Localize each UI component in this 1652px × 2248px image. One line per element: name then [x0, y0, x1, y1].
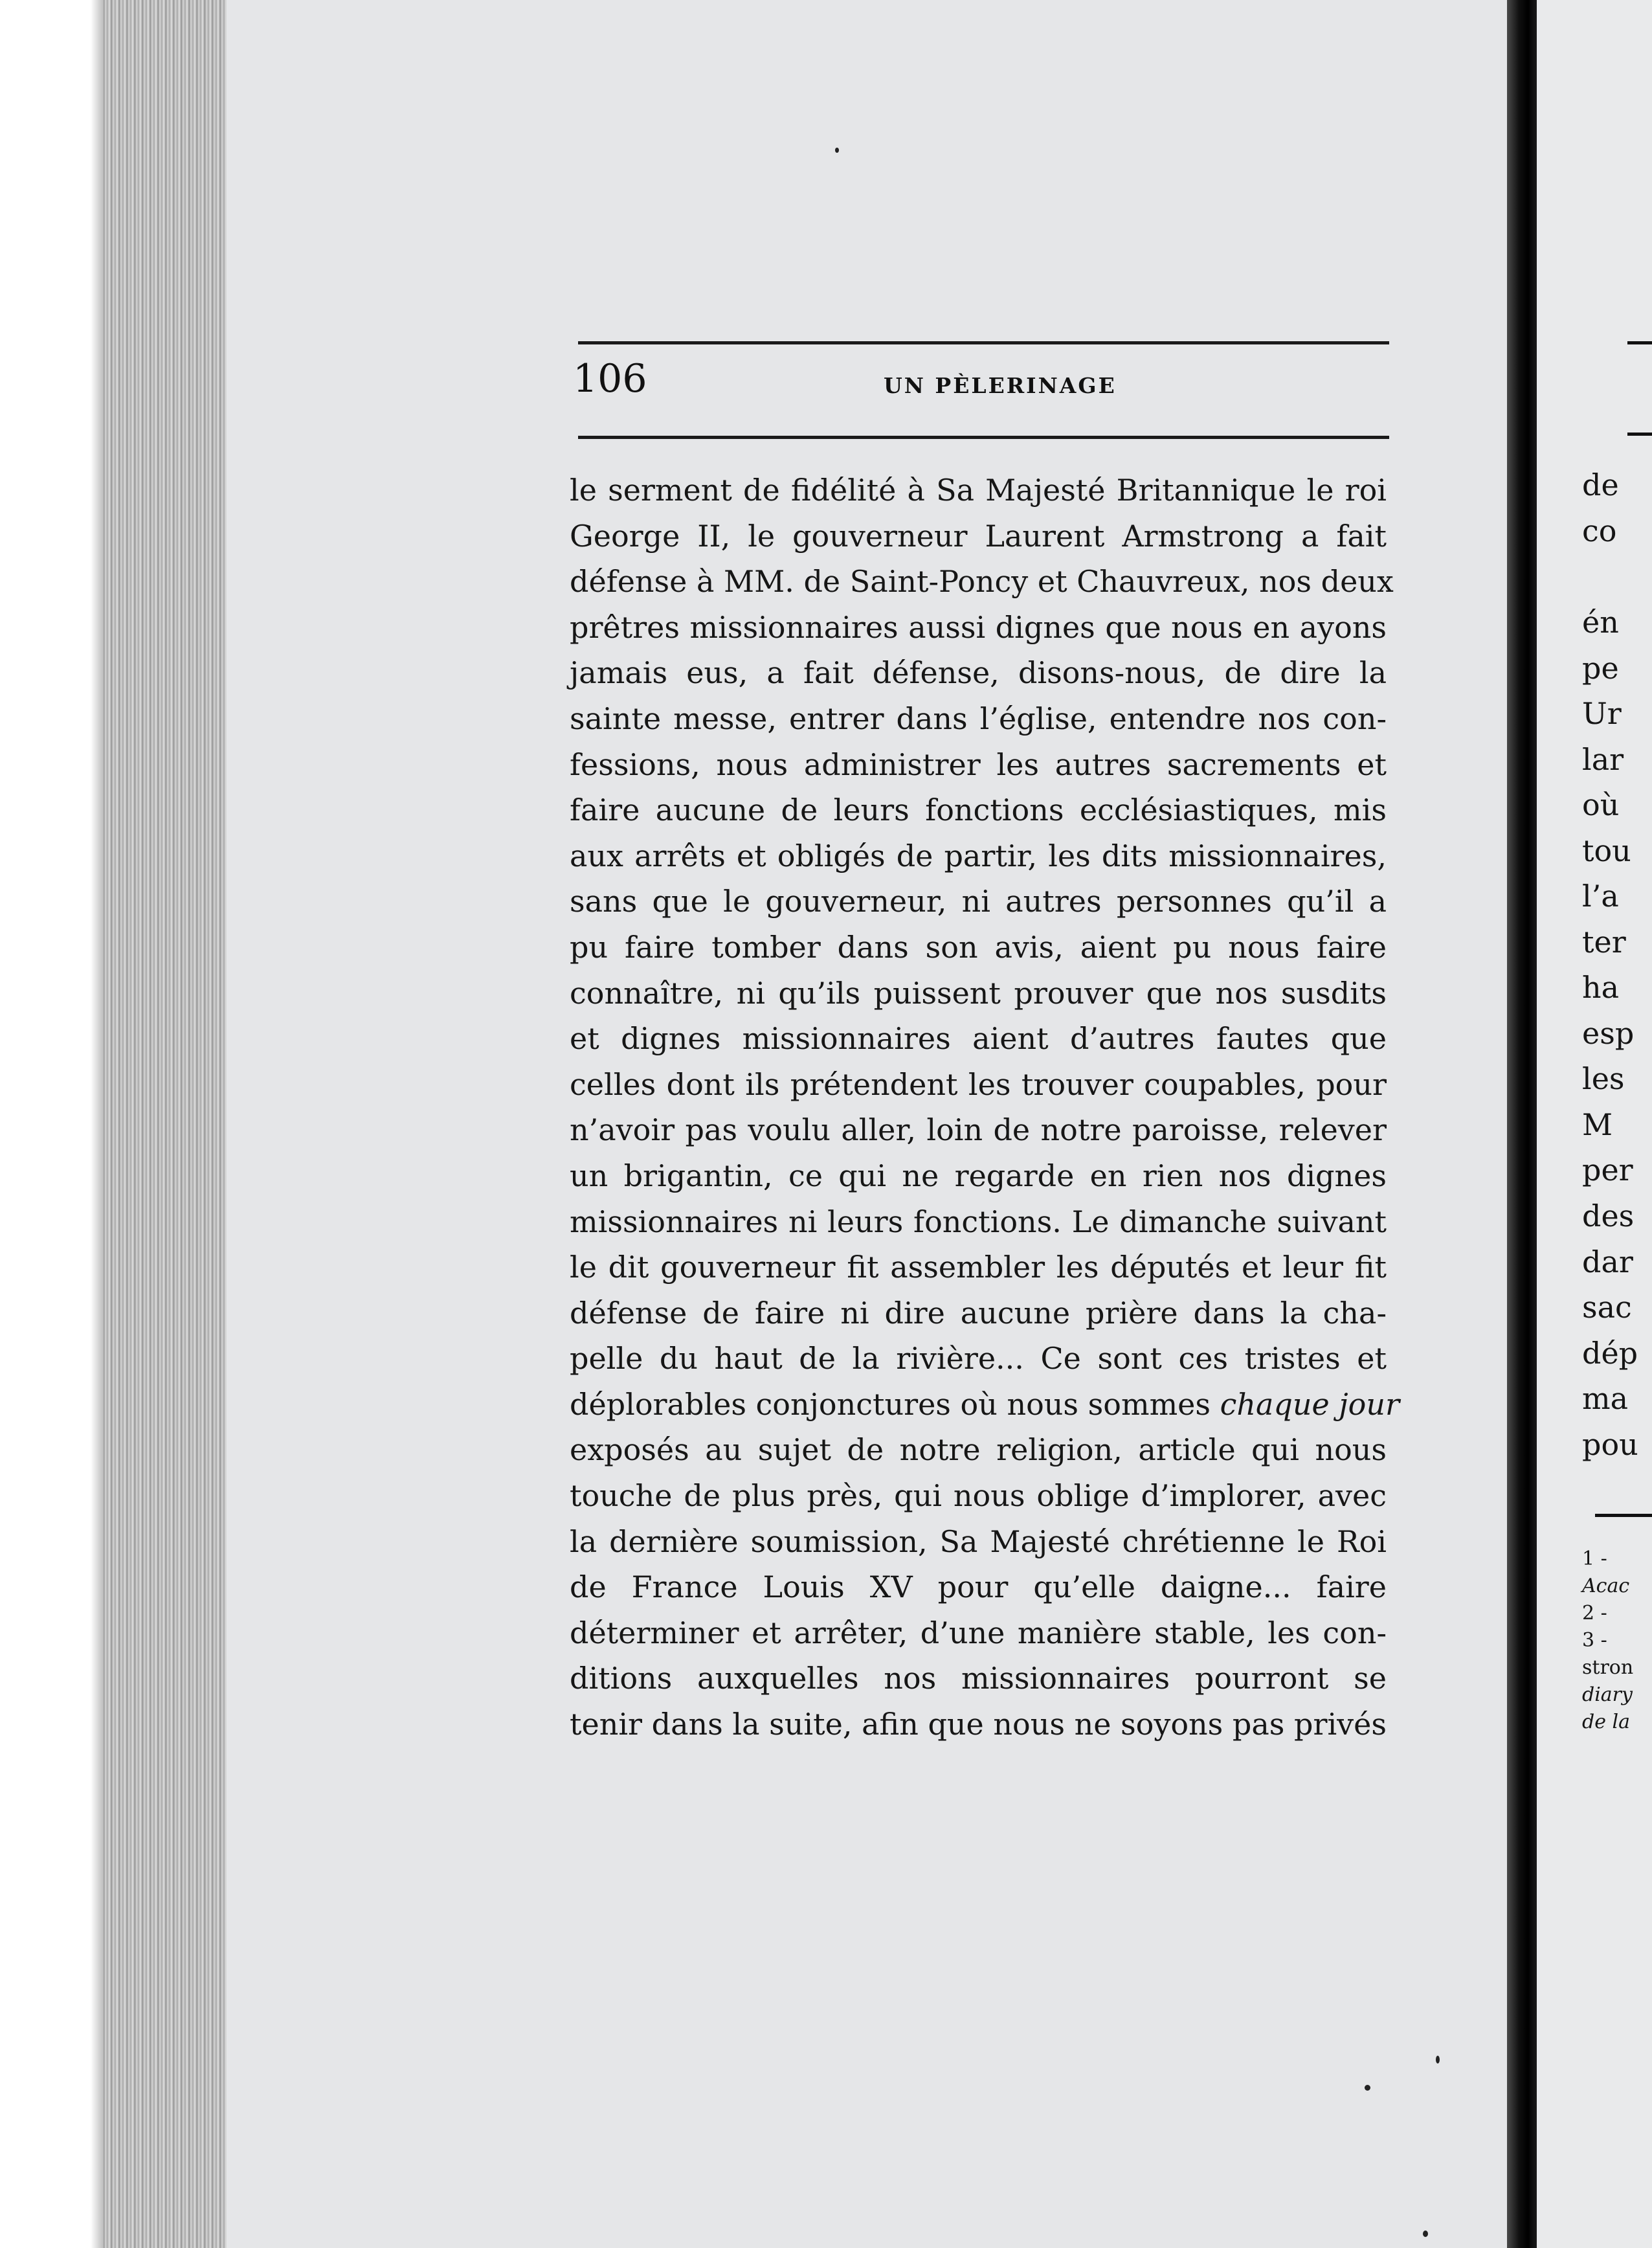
next-page-fragment: l’a — [1582, 879, 1619, 914]
text-line: le serment de fidélité à Sa Majesté Britannique le roi — [570, 473, 1387, 508]
next-page-fragment: des — [1582, 1198, 1635, 1233]
text-line: exposés au sujet de notre religion, article qui nous — [570, 1432, 1387, 1468]
scan-speck — [835, 148, 839, 153]
next-page-fragment: de — [1582, 467, 1619, 502]
next-page-footnote-fragment: de la — [1582, 1711, 1630, 1733]
text-line: ditions auxquelles nos missionnaires pourront se — [570, 1661, 1387, 1696]
next-page-fragment: dar — [1582, 1244, 1633, 1279]
header-rule-bottom — [578, 436, 1389, 439]
body-text — [570, 467, 1400, 1748]
next-page-fragment: per — [1582, 1152, 1633, 1187]
next-page-cropped — [1537, 0, 1652, 2248]
text-line-start: déplorables conjonctures où nous sommes — [570, 1386, 1211, 1422]
next-page-rule-bottom — [1627, 433, 1652, 436]
text-line: celles dont ils prétendent les trouver coupables, pour — [570, 1066, 1387, 1102]
text-line: George II, le gouverneur Laurent Armstrong a fait — [570, 518, 1387, 554]
running-title: UN PÈLERINAGE — [884, 373, 1117, 398]
text-line: connaître, ni qu’ils puissent prouver que nos susdits — [570, 975, 1387, 1011]
text-line: sans que le gouverneur, ni autres personnes qu’il a — [570, 884, 1387, 919]
next-page-rule-top — [1627, 341, 1652, 344]
text-line: un brigantin, ce qui ne regarde en rien nos dignes — [570, 1158, 1387, 1193]
text-line: sainte messe, entrer dans l’église, entendre nos con- — [570, 701, 1387, 736]
text-line: et dignes missionnaires aient d’autres fautes que — [570, 1021, 1387, 1057]
next-page-fragment: én — [1582, 605, 1619, 640]
next-page-fragment: Ur — [1582, 696, 1622, 731]
text-line: défense de faire ni dire aucune prière dans la cha- — [570, 1295, 1387, 1331]
next-page-fragment: tou — [1582, 833, 1631, 868]
text-line: prêtres missionnaires aussi dignes que nous en ayons — [570, 609, 1387, 645]
next-page-footnote-fragment: 3 - — [1582, 1629, 1607, 1652]
page-number: 106 — [573, 356, 647, 401]
next-page-fragment: dép — [1582, 1336, 1638, 1371]
text-line: de France Louis XV pour qu’elle daigne... faire — [570, 1569, 1387, 1605]
scan-speck — [1423, 2231, 1428, 2237]
book-fore-edge — [104, 0, 227, 2248]
text-line: pu faire tomber dans son avis, aient pu nous faire — [570, 929, 1387, 965]
next-page-footnote-fragment: 1 - — [1582, 1547, 1607, 1570]
text-line: le dit gouverneur fit assembler les députés et leur fit — [570, 1250, 1387, 1285]
next-page-fragment: ha — [1582, 970, 1620, 1005]
next-page-footnote-fragment: Acac — [1582, 1575, 1630, 1597]
next-page-fragment: esp — [1582, 1016, 1635, 1051]
text-line: n’avoir pas voulu aller, loin de notre paroisse, relever — [570, 1112, 1387, 1148]
scan-speck — [1365, 2085, 1370, 2091]
text-line: fessions, nous administrer les autres sacrements et — [570, 747, 1387, 782]
scan-speck — [1436, 2056, 1440, 2063]
next-page-fragment: les — [1582, 1061, 1625, 1096]
next-page-fragment: ma — [1582, 1381, 1629, 1416]
next-page-fragment: pou — [1582, 1427, 1638, 1462]
text-line: faire aucune de leurs fonctions ecclésiastiques, mis — [570, 792, 1387, 828]
text-line-with-italic — [570, 1382, 1400, 1428]
next-page-fragment: pe — [1582, 651, 1619, 686]
text-line: aux arrêts et obligés de partir, les dits missionnaires, — [570, 838, 1387, 873]
next-page-footnote-rule — [1595, 1514, 1652, 1517]
text-line: tenir dans la suite, afin que nous ne soyons pas privés — [570, 1707, 1387, 1742]
next-page-fragment: M — [1582, 1107, 1613, 1142]
text-line: pelle du haut de la rivière... Ce sont ces tristes et — [570, 1341, 1387, 1377]
text-line: déterminer et arrêter, d’une manière stable, les con- — [570, 1615, 1387, 1650]
text-line: jamais eus, a fait défense, disons-nous, de dire la — [570, 655, 1387, 691]
next-page-fragment: co — [1582, 513, 1617, 548]
next-page-fragment: où — [1582, 787, 1620, 822]
text-line: missionnaires ni leurs fonctions. Le dimanche suivant — [570, 1204, 1387, 1239]
next-page-fragment: ter — [1582, 925, 1626, 960]
next-page-footnote-fragment: 2 - — [1582, 1602, 1607, 1624]
next-page-footnote-fragment: stron — [1582, 1656, 1634, 1679]
header-rule-top — [578, 341, 1389, 344]
text-line: touche de plus près, qui nous oblige d’implorer, avec — [570, 1478, 1387, 1514]
text-line: la dernière soumission, Sa Majesté chrétienne le Roi — [570, 1523, 1387, 1559]
next-page-footnote-fragment: diary — [1582, 1683, 1633, 1706]
next-page-fragment: sac — [1582, 1290, 1632, 1325]
text-line: défense à MM. de Saint-Poncy et Chauvreux, nos deux — [570, 564, 1394, 600]
next-page-fragment: lar — [1582, 742, 1624, 777]
italic-phrase: chaque jour — [1220, 1386, 1400, 1422]
page-gutter — [1507, 0, 1537, 2248]
